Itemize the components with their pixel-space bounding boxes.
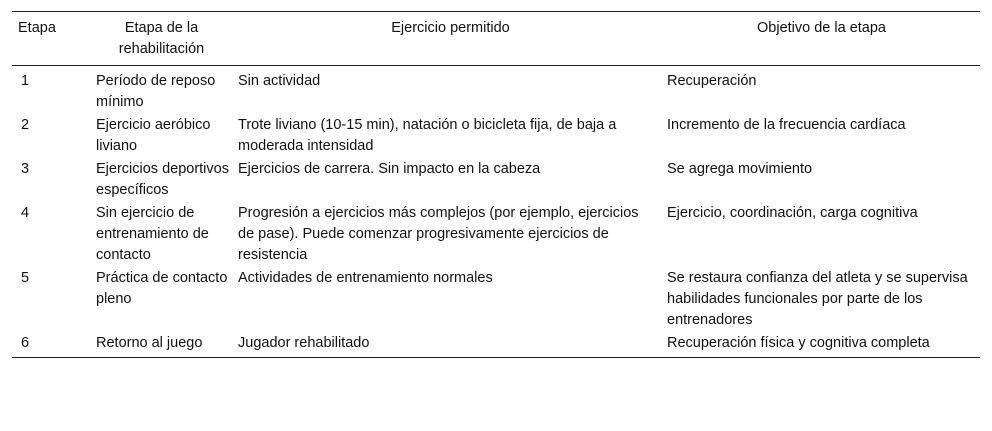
header-stage: Etapa xyxy=(18,20,56,36)
cell-exercise: Ejercicios de carrera. Sin impacto en la cabeza xyxy=(238,161,541,177)
cell-phase: Ejercicio aeróbico liviano xyxy=(96,117,211,154)
table-row xyxy=(12,115,980,159)
cell-stage: 3 xyxy=(21,161,30,177)
table-row xyxy=(12,268,980,333)
cell-goal: Incremento de la frecuencia cardíaca xyxy=(667,117,906,133)
table-row xyxy=(12,203,980,268)
cell-exercise: Sin actividad xyxy=(238,73,321,89)
cell-exercise: Trote liviano (10-15 min), natación o bicicleta fija, de baja a moderada intensidad xyxy=(238,117,617,154)
table-row xyxy=(12,66,980,116)
cell-stage: 1 xyxy=(21,73,30,89)
cell-goal: Recuperación física y cognitiva completa xyxy=(667,335,930,351)
header-exercise: Ejercicio permitido xyxy=(391,20,510,36)
cell-phase: Retorno al juego xyxy=(96,335,203,351)
cell-goal: Se restaura confianza del atleta y se supervisa habilidades funcionales por parte de los entrenadores xyxy=(667,270,968,328)
cell-exercise: Actividades de entrenamiento normales xyxy=(238,270,493,286)
cell-goal: Recuperación xyxy=(667,73,757,89)
header-phase: Etapa de la rehabilitación xyxy=(118,20,205,57)
table-row xyxy=(12,333,980,358)
cell-phase: Período de reposo mínimo xyxy=(96,73,216,110)
cell-goal: Ejercicio, coordinación, carga cognitiva xyxy=(667,205,918,221)
cell-phase: Ejercicios deportivos específicos xyxy=(96,161,229,198)
cell-stage: 2 xyxy=(21,117,30,133)
rehabilitation-stages-table xyxy=(12,11,980,358)
table-header xyxy=(12,12,980,66)
cell-phase: Práctica de contacto pleno xyxy=(96,270,228,307)
cell-phase: Sin ejercicio de entrenamiento de contacto xyxy=(96,205,209,263)
rehabilitation-table-container xyxy=(12,11,980,358)
header-row xyxy=(12,12,980,66)
table-body xyxy=(12,66,980,358)
cell-goal: Se agrega movimiento xyxy=(667,161,813,177)
header-goal: Objetivo de la etapa xyxy=(757,20,886,36)
cell-stage: 4 xyxy=(21,205,30,221)
table-row xyxy=(12,159,980,203)
cell-exercise: Progresión a ejercicios más complejos (por ejemplo, ejercicios de pase). Puede comenzar progresivamente ejercicios de resistencia xyxy=(238,205,639,263)
cell-exercise: Jugador rehabilitado xyxy=(238,335,370,351)
cell-stage: 6 xyxy=(21,335,30,351)
cell-stage: 5 xyxy=(21,270,30,286)
